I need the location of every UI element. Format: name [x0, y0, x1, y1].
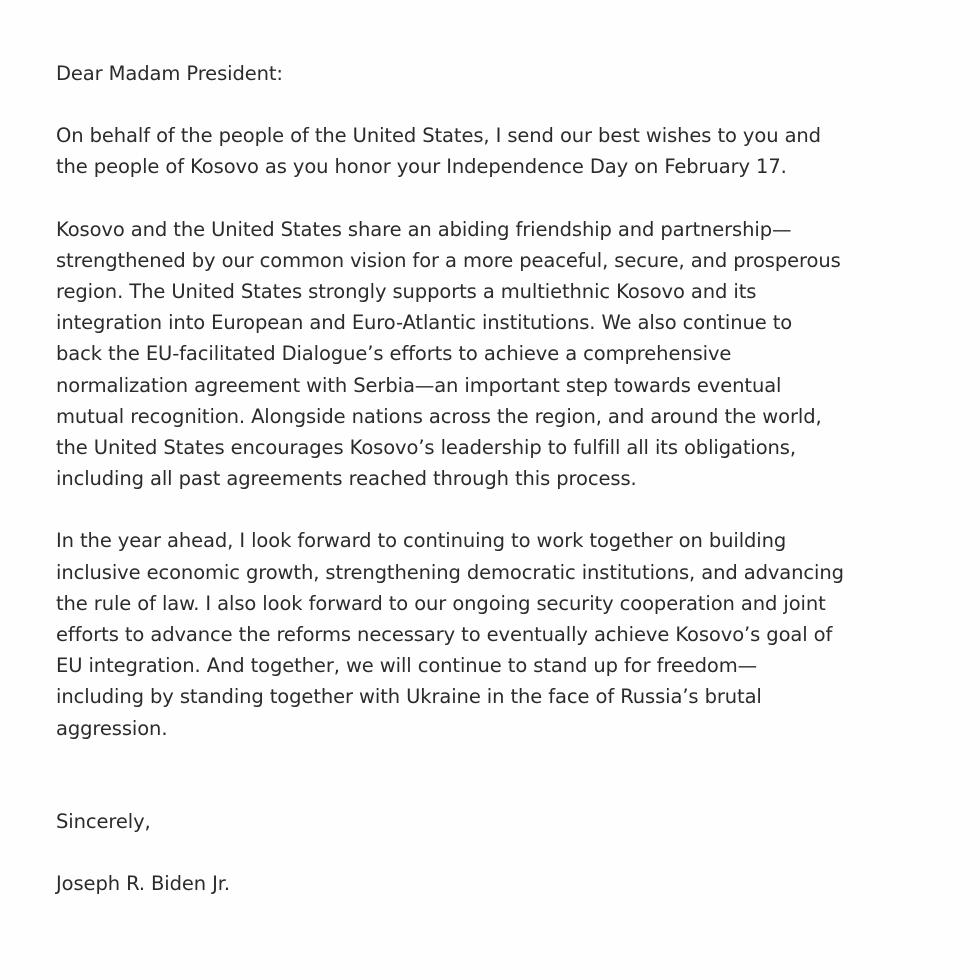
paragraph-1 — [56, 120, 946, 182]
paragraph-line: including by standing together with Ukraine in the face of Russia’s brutal — [56, 685, 762, 709]
paragraph-line: inclusive economic growth, strengthening democratic institutions, and advancing — [56, 560, 844, 584]
paragraph-line: strengthened by our common vision for a more peaceful, secure, and prosperous — [56, 248, 841, 272]
paragraph-line: the rule of law. I also look forward to our ongoing security cooperation and joint — [56, 591, 826, 615]
paragraph-line: region. The United States strongly supports a multiethnic Kosovo and its — [56, 280, 757, 304]
paragraph-line: mutual recognition. Alongside nations across the region, and around the world, — [56, 404, 822, 428]
paragraph-line: Kosovo and the United States share an abiding friendship and partnership— — [56, 217, 792, 241]
paragraph-3 — [56, 525, 946, 743]
paragraph-line: the people of Kosovo as you honor your Independence Day on February 17. — [56, 155, 787, 179]
paragraph-line: EU integration. And together, we will continue to stand up for freedom— — [56, 654, 758, 678]
paragraph-line: including all past agreements reached through this process. — [56, 467, 637, 491]
paragraph-2 — [56, 214, 946, 495]
closing: Sincerely, — [56, 809, 151, 833]
paragraph-line: back the EU-facilitated Dialogue’s efforts to achieve a comprehensive — [56, 342, 732, 366]
salutation: Dear Madam President: — [56, 62, 283, 85]
signature-name: Joseph R. Biden Jr. — [56, 872, 231, 896]
paragraph-line: efforts to advance the reforms necessary to eventually achieve Kosovo’s goal of — [56, 623, 833, 647]
paragraph-line: On behalf of the people of the United States, I send our best wishes to you and — [56, 124, 821, 148]
paragraph-line: normalization agreement with Serbia—an important step towards eventual — [56, 373, 782, 397]
paragraph-line: In the year ahead, I look forward to continuing to work together on building — [56, 529, 787, 553]
paragraph-line: the United States encourages Kosovo’s leadership to fulfill all its obligations, — [56, 436, 796, 460]
letter-body — [56, 58, 946, 899]
paragraph-line: integration into European and Euro-Atlantic institutions. We also continue to — [56, 311, 793, 335]
paragraph-line: aggression. — [56, 716, 168, 740]
